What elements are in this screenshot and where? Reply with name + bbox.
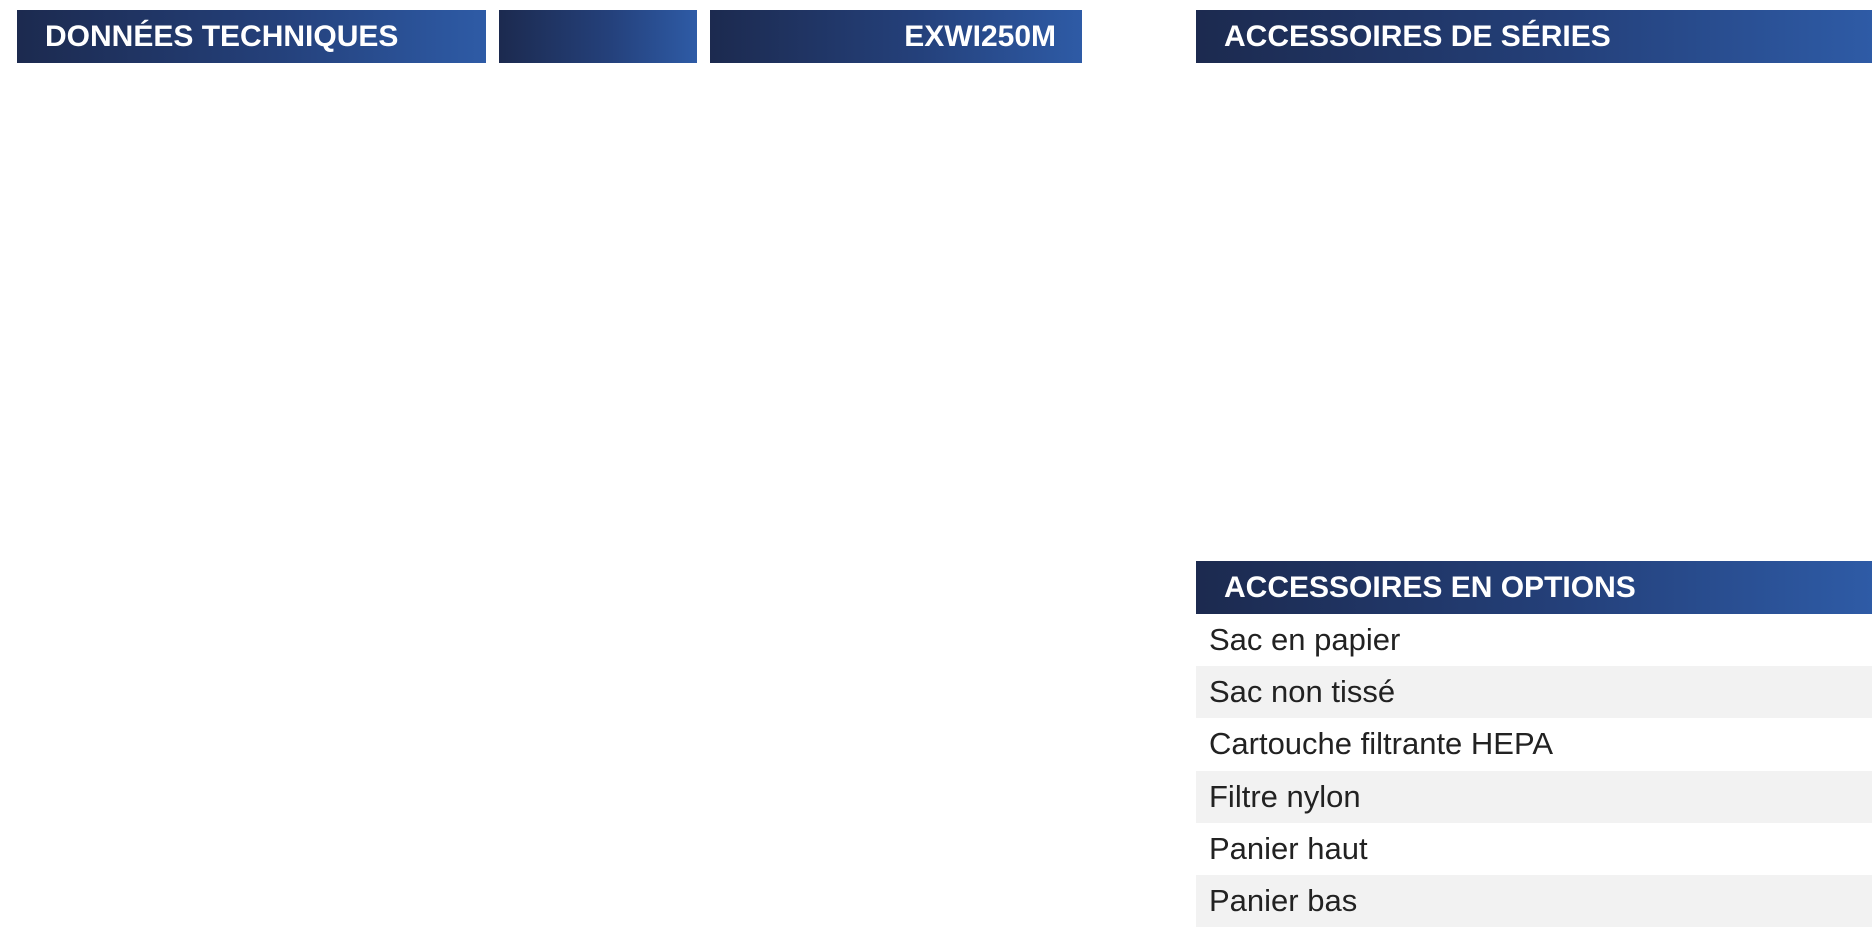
option-item: Filtre nylon bbox=[1196, 771, 1872, 823]
tech-header-label: DONNÉES TECHNIQUES bbox=[17, 10, 486, 63]
series-header: ACCESSOIRES DE SÉRIES bbox=[1196, 10, 1872, 63]
option-item: Sac en papier bbox=[1209, 622, 1401, 657]
option-item: Panier haut bbox=[1209, 831, 1368, 866]
tech-header-unit bbox=[499, 10, 697, 63]
options-header: ACCESSOIRES EN OPTIONS bbox=[1196, 561, 1872, 614]
tech-header-model: EXWI250M bbox=[710, 10, 1082, 63]
option-item: Cartouche filtrante HEPA bbox=[1209, 726, 1554, 761]
option-item: Sac non tissé bbox=[1196, 666, 1872, 718]
option-item: Panier bas bbox=[1196, 875, 1872, 927]
